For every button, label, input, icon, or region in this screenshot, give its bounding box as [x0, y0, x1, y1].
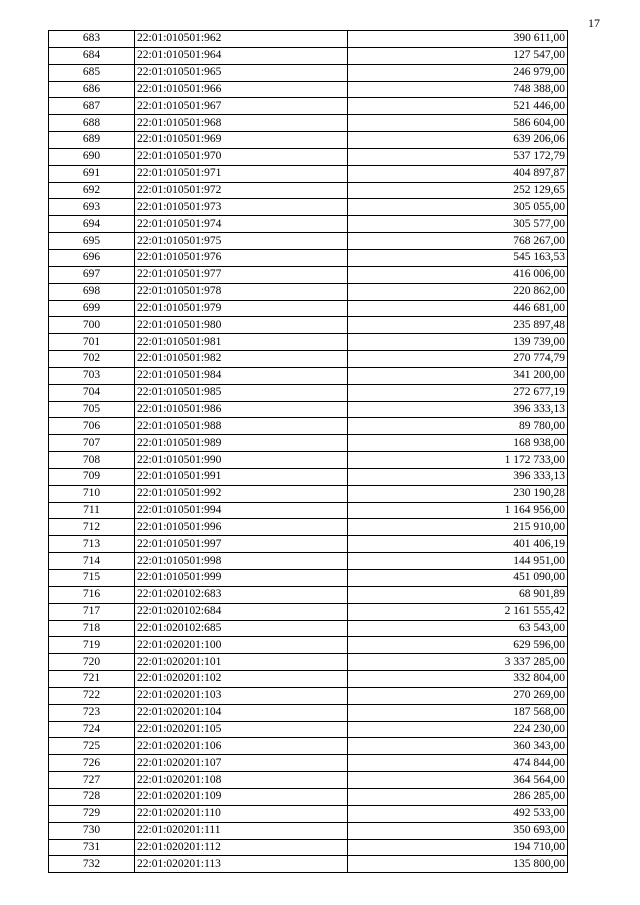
page-number: 17: [588, 16, 600, 30]
row-number-cell: 701: [49, 334, 135, 351]
row-number-cell: 714: [49, 553, 135, 570]
table-row: [49, 367, 568, 384]
cadastral-value-cell: 446 681,00: [348, 300, 568, 317]
cadastral-value-cell: 3 337 285,00: [348, 654, 568, 671]
row-number-cell: 706: [49, 418, 135, 435]
cadastral-number-cell: 22:01:010501:986: [135, 401, 348, 418]
cadastral-value-cell: 224 230,00: [348, 721, 568, 738]
table-row: [49, 687, 568, 704]
table-row: [49, 148, 568, 165]
cadastral-value-cell: 537 172,79: [348, 148, 568, 165]
row-number-cell: 710: [49, 485, 135, 502]
table-row: [49, 115, 568, 132]
table-row: [49, 351, 568, 368]
table-row: [49, 637, 568, 654]
table-row: [49, 317, 568, 334]
table-row: [49, 772, 568, 789]
cadastral-value-cell: 401 406,19: [348, 536, 568, 553]
row-number-cell: 726: [49, 755, 135, 772]
row-number-cell: 688: [49, 115, 135, 132]
row-number-cell: 731: [49, 839, 135, 856]
row-number-cell: 721: [49, 671, 135, 688]
cadastral-value-cell: 416 006,00: [348, 266, 568, 283]
row-number-cell: 693: [49, 199, 135, 216]
table-row: [49, 570, 568, 587]
cadastral-number-cell: 22:01:010501:976: [135, 249, 348, 266]
table-row: [49, 822, 568, 839]
cadastral-value-cell: 89 780,00: [348, 418, 568, 435]
row-number-cell: 704: [49, 384, 135, 401]
cadastral-number-cell: 22:01:020201:109: [135, 788, 348, 805]
cadastral-value-cell: 187 568,00: [348, 704, 568, 721]
row-number-cell: 709: [49, 468, 135, 485]
row-number-cell: 729: [49, 805, 135, 822]
cadastral-number-cell: 22:01:010501:967: [135, 98, 348, 115]
cadastral-value-cell: 492 533,00: [348, 805, 568, 822]
cadastral-number-cell: 22:01:010501:984: [135, 367, 348, 384]
row-number-cell: 730: [49, 822, 135, 839]
cadastral-value-cell: 364 564,00: [348, 772, 568, 789]
row-number-cell: 717: [49, 603, 135, 620]
cadastral-value-cell: 144 951,00: [348, 553, 568, 570]
cadastral-value-cell: 270 269,00: [348, 687, 568, 704]
table-row: [49, 603, 568, 620]
table-row: [49, 418, 568, 435]
table-row: [49, 132, 568, 149]
cadastral-number-cell: 22:01:010501:973: [135, 199, 348, 216]
row-number-cell: 691: [49, 165, 135, 182]
cadastral-number-cell: 22:01:010501:975: [135, 233, 348, 250]
table-row: [49, 805, 568, 822]
cadastral-value-cell: 168 938,00: [348, 435, 568, 452]
row-number-cell: 703: [49, 367, 135, 384]
cadastral-number-cell: 22:01:020201:108: [135, 772, 348, 789]
cadastral-number-cell: 22:01:010501:978: [135, 283, 348, 300]
cadastral-number-cell: 22:01:010501:990: [135, 452, 348, 469]
cadastral-value-cell: 235 897,48: [348, 317, 568, 334]
table-row: [49, 468, 568, 485]
table-body: [49, 31, 568, 873]
table-row: [49, 856, 568, 873]
cadastral-number-cell: 22:01:010501:996: [135, 519, 348, 536]
row-number-cell: 697: [49, 266, 135, 283]
row-number-cell: 702: [49, 351, 135, 368]
cadastral-number-cell: 22:01:020201:111: [135, 822, 348, 839]
cadastral-value-cell: 230 190,28: [348, 485, 568, 502]
row-number-cell: 720: [49, 654, 135, 671]
table-row: [49, 671, 568, 688]
cadastral-value-cell: 63 543,00: [348, 620, 568, 637]
table-row: [49, 788, 568, 805]
table-row: [49, 654, 568, 671]
cadastral-value-cell: 586 604,00: [348, 115, 568, 132]
cadastral-value-cell: 215 910,00: [348, 519, 568, 536]
cadastral-value-cell: 390 611,00: [348, 31, 568, 48]
cadastral-number-cell: 22:01:010501:974: [135, 216, 348, 233]
cadastral-value-cell: 629 596,00: [348, 637, 568, 654]
cadastral-value-cell: 545 163,53: [348, 249, 568, 266]
cadastral-value-cell: 451 090,00: [348, 570, 568, 587]
cadastral-value-cell: 396 333,13: [348, 401, 568, 418]
cadastral-number-cell: 22:01:010501:964: [135, 47, 348, 64]
row-number-cell: 712: [49, 519, 135, 536]
cadastral-value-cell: 272 677,19: [348, 384, 568, 401]
cadastral-number-cell: 22:01:010501:982: [135, 351, 348, 368]
row-number-cell: 687: [49, 98, 135, 115]
cadastral-number-cell: 22:01:010501:999: [135, 570, 348, 587]
row-number-cell: 690: [49, 148, 135, 165]
row-number-cell: 713: [49, 536, 135, 553]
cadastral-number-cell: 22:01:020201:101: [135, 654, 348, 671]
cadastral-number-cell: 22:01:020201:105: [135, 721, 348, 738]
cadastral-number-cell: 22:01:020102:684: [135, 603, 348, 620]
row-number-cell: 711: [49, 502, 135, 519]
cadastral-number-cell: 22:01:010501:985: [135, 384, 348, 401]
cadastral-value-cell: 252 129,65: [348, 182, 568, 199]
row-number-cell: 708: [49, 452, 135, 469]
row-number-cell: 724: [49, 721, 135, 738]
cadastral-value-cell: 270 774,79: [348, 351, 568, 368]
table-row: [49, 755, 568, 772]
table-row: [49, 31, 568, 48]
table-row: [49, 98, 568, 115]
cadastral-value-table: [48, 30, 568, 873]
row-number-cell: 700: [49, 317, 135, 334]
cadastral-value-cell: 396 333,13: [348, 468, 568, 485]
table-row: [49, 182, 568, 199]
cadastral-number-cell: 22:01:010501:980: [135, 317, 348, 334]
cadastral-value-cell: 350 693,00: [348, 822, 568, 839]
cadastral-number-cell: 22:01:010501:966: [135, 81, 348, 98]
table-row: [49, 266, 568, 283]
cadastral-number-cell: 22:01:010501:992: [135, 485, 348, 502]
table-row: [49, 401, 568, 418]
cadastral-number-cell: 22:01:010501:969: [135, 132, 348, 149]
cadastral-number-cell: 22:01:010501:991: [135, 468, 348, 485]
row-number-cell: 684: [49, 47, 135, 64]
row-number-cell: 732: [49, 856, 135, 873]
table-row: [49, 300, 568, 317]
table-row: [49, 216, 568, 233]
table-row: [49, 199, 568, 216]
row-number-cell: 685: [49, 64, 135, 81]
cadastral-value-cell: 748 388,00: [348, 81, 568, 98]
cadastral-value-cell: 2 161 555,42: [348, 603, 568, 620]
table-row: [49, 485, 568, 502]
row-number-cell: 686: [49, 81, 135, 98]
cadastral-number-cell: 22:01:020201:102: [135, 671, 348, 688]
cadastral-number-cell: 22:01:020201:107: [135, 755, 348, 772]
cadastral-number-cell: 22:01:010501:972: [135, 182, 348, 199]
row-number-cell: 705: [49, 401, 135, 418]
row-number-cell: 696: [49, 249, 135, 266]
cadastral-value-cell: 127 547,00: [348, 47, 568, 64]
cadastral-value-cell: 305 577,00: [348, 216, 568, 233]
table-row: [49, 553, 568, 570]
table-row: [49, 435, 568, 452]
cadastral-number-cell: 22:01:020201:113: [135, 856, 348, 873]
row-number-cell: 723: [49, 704, 135, 721]
cadastral-number-cell: 22:01:010501:962: [135, 31, 348, 48]
cadastral-number-cell: 22:01:010501:970: [135, 148, 348, 165]
table-row: [49, 519, 568, 536]
table-row: [49, 738, 568, 755]
table-row: [49, 64, 568, 81]
row-number-cell: 698: [49, 283, 135, 300]
row-number-cell: 695: [49, 233, 135, 250]
cadastral-value-cell: 1 164 956,00: [348, 502, 568, 519]
cadastral-number-cell: 22:01:020201:103: [135, 687, 348, 704]
cadastral-number-cell: 22:01:010501:988: [135, 418, 348, 435]
table-row: [49, 452, 568, 469]
cadastral-number-cell: 22:01:020201:104: [135, 704, 348, 721]
cadastral-value-cell: 332 804,00: [348, 671, 568, 688]
row-number-cell: 694: [49, 216, 135, 233]
table-row: [49, 334, 568, 351]
row-number-cell: 718: [49, 620, 135, 637]
cadastral-value-cell: 305 055,00: [348, 199, 568, 216]
table-row: [49, 165, 568, 182]
table-row: [49, 620, 568, 637]
cadastral-value-cell: 220 862,00: [348, 283, 568, 300]
row-number-cell: 728: [49, 788, 135, 805]
table-row: [49, 233, 568, 250]
cadastral-number-cell: 22:01:020201:100: [135, 637, 348, 654]
cadastral-number-cell: 22:01:010501:968: [135, 115, 348, 132]
cadastral-value-cell: 404 897,87: [348, 165, 568, 182]
cadastral-number-cell: 22:01:010501:971: [135, 165, 348, 182]
row-number-cell: 699: [49, 300, 135, 317]
row-number-cell: 707: [49, 435, 135, 452]
cadastral-value-cell: 639 206,06: [348, 132, 568, 149]
cadastral-number-cell: 22:01:020102:685: [135, 620, 348, 637]
table-row: [49, 81, 568, 98]
cadastral-value-cell: 521 446,00: [348, 98, 568, 115]
cadastral-number-cell: 22:01:020201:110: [135, 805, 348, 822]
cadastral-value-cell: 246 979,00: [348, 64, 568, 81]
table-row: [49, 704, 568, 721]
cadastral-value-cell: 139 739,00: [348, 334, 568, 351]
cadastral-value-cell: 194 710,00: [348, 839, 568, 856]
row-number-cell: 722: [49, 687, 135, 704]
cadastral-value-cell: 360 343,00: [348, 738, 568, 755]
table-row: [49, 536, 568, 553]
cadastral-value-cell: 474 844,00: [348, 755, 568, 772]
cadastral-number-cell: 22:01:010501:997: [135, 536, 348, 553]
cadastral-number-cell: 22:01:010501:981: [135, 334, 348, 351]
table-row: [49, 839, 568, 856]
cadastral-value-cell: 135 800,00: [348, 856, 568, 873]
table-row: [49, 502, 568, 519]
cadastral-number-cell: 22:01:010501:998: [135, 553, 348, 570]
table-row: [49, 283, 568, 300]
row-number-cell: 727: [49, 772, 135, 789]
row-number-cell: 725: [49, 738, 135, 755]
cadastral-value-cell: 1 172 733,00: [348, 452, 568, 469]
cadastral-value-cell: 341 200,00: [348, 367, 568, 384]
row-number-cell: 683: [49, 31, 135, 48]
cadastral-number-cell: 22:01:010501:977: [135, 266, 348, 283]
cadastral-number-cell: 22:01:020201:112: [135, 839, 348, 856]
table-row: [49, 721, 568, 738]
cadastral-number-cell: 22:01:010501:994: [135, 502, 348, 519]
cadastral-number-cell: 22:01:010501:989: [135, 435, 348, 452]
cadastral-number-cell: 22:01:010501:965: [135, 64, 348, 81]
row-number-cell: 719: [49, 637, 135, 654]
table-row: [49, 249, 568, 266]
table-row: [49, 47, 568, 64]
row-number-cell: 689: [49, 132, 135, 149]
cadastral-value-cell: 768 267,00: [348, 233, 568, 250]
row-number-cell: 716: [49, 586, 135, 603]
table-row: [49, 384, 568, 401]
cadastral-number-cell: 22:01:020102:683: [135, 586, 348, 603]
cadastral-value-cell: 68 901,89: [348, 586, 568, 603]
row-number-cell: 715: [49, 570, 135, 587]
cadastral-value-cell: 286 285,00: [348, 788, 568, 805]
row-number-cell: 692: [49, 182, 135, 199]
table-row: [49, 586, 568, 603]
cadastral-number-cell: 22:01:020201:106: [135, 738, 348, 755]
cadastral-number-cell: 22:01:010501:979: [135, 300, 348, 317]
